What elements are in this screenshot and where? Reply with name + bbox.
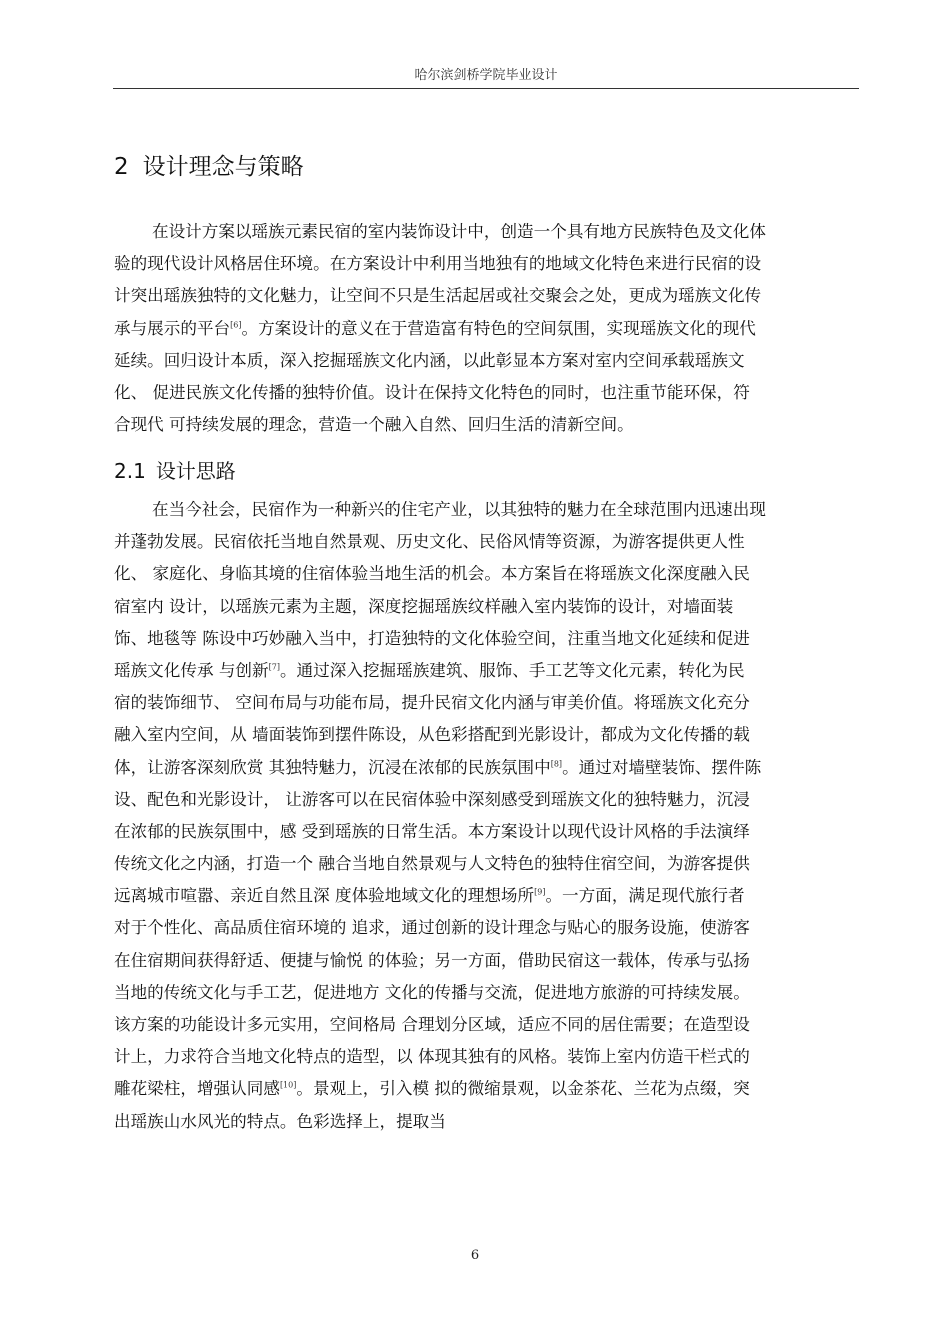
running-header: 哈尔滨剑桥学院毕业设计 — [414, 68, 558, 83]
paragraph-line: 当地的传统文化与手工艺，促进地方 文化的传播与交流，促进地方旅游的可持续发展。 — [114, 982, 750, 1002]
citation-marker: [8] — [550, 758, 563, 768]
paragraph-line: 宿的装饰细节、 空间布局与功能布局，提升民宿文化内涵与审美价值。将瑶族文化充分 — [114, 693, 750, 713]
paragraph-line: 计上，力求符合当地文化特点的造型，以 体现其独有的风格。装饰上室内仿造干栏式的 — [114, 1047, 750, 1067]
paragraph-line: 合现代 可持续发展的理念，营造一个融入自然、回归生活的清新空间。 — [114, 415, 634, 435]
subsection-title: 设计思路 — [155, 459, 236, 483]
paragraph-line: 在当今社会，民宿作为一种新兴的住宅产业，以其独特的魅力在全球范围内迅速出现 — [152, 500, 766, 519]
paragraph-line: 延续。回归设计本质，深入挖掘瑶族文化内涵，以此彰显本方案对室内空间承载瑶族文 — [114, 350, 745, 370]
paragraph-line: 设、配色和光影设计， 让游客可以在民宿体验中深刻感受到瑶族文化的独特魅力，沉浸 — [114, 789, 750, 809]
header-rule — [113, 88, 859, 89]
paragraph-line: 在设计方案以瑶族元素民宿的室内装饰设计中，创造一个具有地方民族特色及文化体 — [152, 222, 766, 241]
paragraph-line: 饰、地毯等 陈设中巧妙融入当中，打造独特的文化体验空间，注重当地文化延续和促进 — [114, 628, 750, 648]
subsection-number: 2.1 — [114, 459, 146, 483]
paragraph-line: 该方案的功能设计多元实用，空间格局 合理划分区域，适应不同的居住需要；在造型设 — [114, 1015, 750, 1034]
paragraph-line: 出瑶族山水风光的特点。色彩选择上，提取当 — [114, 1111, 446, 1131]
subsection-heading — [114, 455, 236, 484]
paragraph-line: 在浓郁的民族氛围中，感 受到瑶族的日常生活。本方案设计以现代设计风格的手法演绎 — [114, 821, 750, 841]
subsection-paragraph — [114, 494, 864, 1138]
paragraph-line: 雕花梁柱，增强认同感[10]。景观上，引入模 拟的微缩景观，以金茶花、兰花为点缀，突 — [114, 1079, 750, 1099]
citation-marker: [7] — [268, 662, 280, 672]
paragraph-line: 化、 家庭化、身临其境的住宿体验当地生活的机会。本方案旨在将瑶族文化深度融入民 — [114, 564, 750, 584]
paragraph-line: 承与展示的平台[6]。方案设计的意义在于营造富有特色的空间氛围，实现瑶族文化的现代 — [114, 318, 756, 338]
page-number: 6 — [470, 1248, 480, 1263]
section-number: 2 — [114, 154, 129, 180]
paragraph-line: 计突出瑶族独特的文化魅力，让空间不只是生活起居或社交聚会之处，更成为瑶族文化传 — [114, 286, 762, 306]
section-title: 设计理念与策略 — [142, 154, 304, 180]
citation-marker: [10] — [279, 1080, 297, 1090]
citation-marker: [6] — [230, 320, 242, 330]
paragraph-line: 融入室内空间，从 墙面装饰到摆件陈设，从色彩搭配到光影设计，都成为文化传播的载 — [114, 725, 750, 745]
paragraph-line: 验的现代设计风格居住环境。在方案设计中利用当地独有的地域文化特色来进行民宿的设 — [114, 254, 762, 274]
paragraph-line: 传统文化之内涵，打造一个 融合当地自然景观与人文特色的独特住宿空间，为游客提供 — [114, 854, 750, 874]
citation-marker: [9] — [534, 887, 546, 897]
paragraph-line: 在住宿期间获得舒适、便捷与愉悦 的体验；另一方面，借助民宿这一载体，传承与弘扬 — [114, 950, 750, 970]
paragraph-line: 瑶族文化传承 与创新[7]。通过深入挖掘瑶族建筑、服饰、手工艺等文化元素，转化为民 — [114, 660, 745, 680]
paragraph-line: 宿室内 设计，以瑶族元素为主题，深度挖掘瑶族纹样融入室内装饰的设计，对墙面装 — [114, 596, 734, 616]
paragraph-line: 并蓬勃发展。民宿依托当地自然景观、历史文化、民俗风情等资源，为游客提供更人性 — [114, 532, 745, 552]
paragraph-line: 远离城市喧嚣、亲近自然且深 度体验地域文化的理想场所[9]。一方面，满足现代旅行者 — [114, 886, 745, 906]
paragraph-line: 化、 促进民族文化传播的独特价值。设计在保持文化特色的同时，也注重节能环保，符 — [114, 382, 750, 402]
section-heading — [114, 148, 304, 181]
paragraph-line: 体，让游客深刻欣赏 其独特魅力，沉浸在浓郁的民族氛围中[8]。通过对墙壁装饰、摆件陈 — [114, 757, 762, 777]
section-paragraph — [114, 216, 864, 441]
paragraph-line: 对于个性化、高品质住宿环境的 追求，通过创新的设计理念与贴心的服务设施，使游客 — [114, 918, 750, 938]
